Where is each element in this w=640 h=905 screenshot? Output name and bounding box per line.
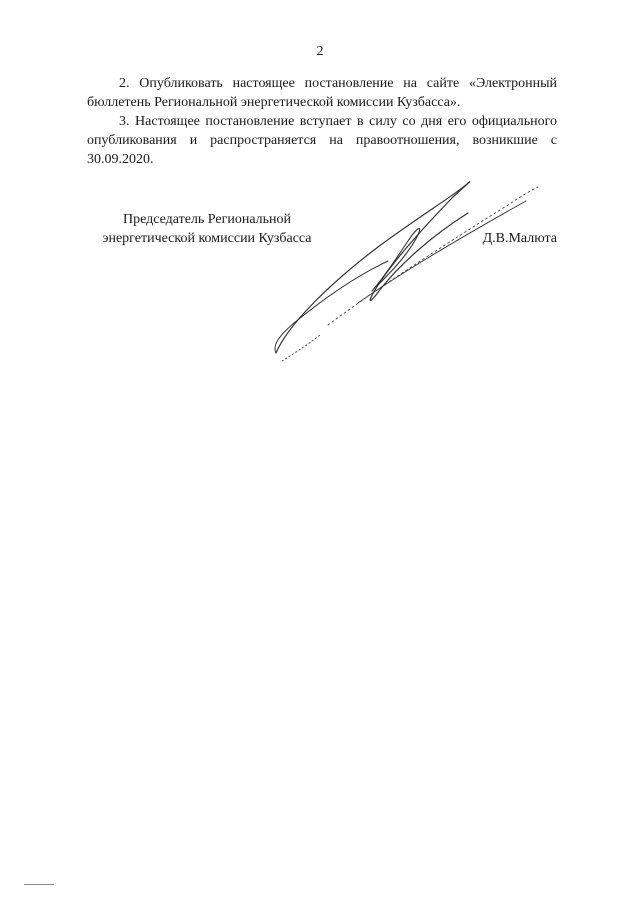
paragraph-publish: 2. Опубликовать настоящее постановление на сайте «Электронный бюллетень Региональной энергетической комиссии Кузбасса».	[87, 76, 557, 110]
signer-title-line-2: энергетической комиссии Кузбасса	[102, 231, 312, 246]
document-body	[87, 74, 557, 169]
page-number: 2	[316, 44, 324, 59]
signer-name: Д.В.Малюта	[482, 231, 557, 246]
footer-scan-mark	[24, 884, 54, 885]
signer-title-line-1: Председатель Региональной	[122, 212, 292, 227]
paragraph-effective-date: 3. Настоящее постановление вступает в силу со дня его официального опубликования и распространяется на правоотношения, возникшие с 30.09.2020.	[87, 114, 557, 167]
handwritten-signature	[268, 175, 548, 365]
